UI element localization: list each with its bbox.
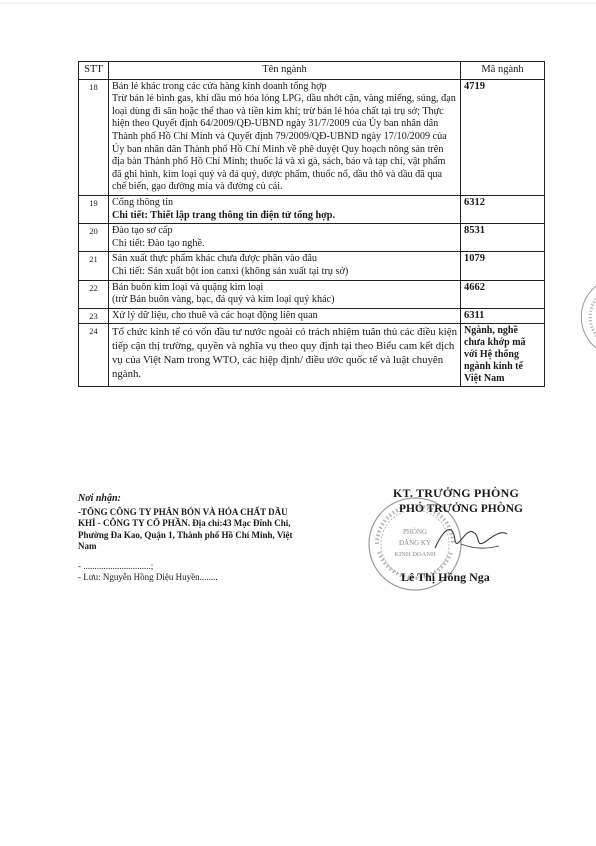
page-top-rule xyxy=(0,0,596,10)
row-name xyxy=(109,79,461,195)
row-stt: 24 xyxy=(79,324,109,387)
row-name xyxy=(109,195,461,223)
row-stt: 18 xyxy=(79,79,109,195)
recipient-line: -TỔNG CÔNG TY PHÂN BÓN VÀ HÓA CHẤT DẦU KHÍ - CÔNG TY CỔ PHẦN. Địa chỉ:43 Mạc Đĩnh Chi, Phường Đa Kao, Quận 1, Thành phố Hồ Chí Minh, Việt Nam xyxy=(78,506,293,551)
row-code: 4662 xyxy=(461,280,545,308)
row-name-title: Sản xuất thực phẩm khác chưa được phân vào đâu xyxy=(112,253,317,265)
table-row xyxy=(79,195,545,223)
margin-stamp xyxy=(552,282,596,352)
recipients-title: Nơi nhận: xyxy=(78,493,121,504)
row-name-title: Cổng thông tin xyxy=(112,196,174,208)
row-code: Ngành, nghề chưa khớp mã với Hệ thống ngành kinh tế Việt Nam xyxy=(461,324,545,387)
row-name-detail: Chi tiết: Sản xuất bột ion canxi (không sản xuất tại trụ sở) xyxy=(112,265,349,277)
recipients-block xyxy=(78,493,293,584)
row-name xyxy=(109,224,461,252)
row-stt: 23 xyxy=(79,308,109,324)
row-name-title: Bán buôn kim loại và quặng kim loại xyxy=(112,281,264,293)
table-header-row xyxy=(79,62,545,80)
business-lines-table xyxy=(78,61,545,387)
table-row xyxy=(79,252,545,280)
row-code: 8531 xyxy=(461,224,545,252)
signature-subtitle: PHÓ TRƯỞNG PHÒNG xyxy=(399,503,523,515)
row-name xyxy=(109,280,461,308)
signature-title: KT. TRƯỞNG PHÒNG xyxy=(393,486,519,500)
signer-name: Lê Thị Hồng Nga xyxy=(401,570,490,584)
recipient-line: - ..............................; xyxy=(78,560,154,571)
row-name-title: Tổ chức kinh tế có vốn đầu tư nước ngoài có trách nhiệm tuân thủ các điều kiện tiếp cận thị trường, quyền và nghĩa vụ theo quy định tại theo Biểu cam kết dịch vụ của Việt Nam trong WTO, các hiệp định/ điều ước quốc tế và luật chuyên ngành. xyxy=(112,326,457,381)
row-code: 6312 xyxy=(461,195,545,223)
table-row xyxy=(79,308,545,324)
row-code: 1079 xyxy=(461,252,545,280)
row-stt: 22 xyxy=(79,280,109,308)
row-name-detail: Trừ bán lẻ bình gas, khí dầu mỏ hóa lỏng LPG, dầu nhớt cặn, vàng miếng, súng, đạn loại dùng đi săn hoặc thể thao và tiền kim khí; trừ bán lẻ hóa chất tại trụ sở; Thực hiện theo Quyết định 64/2009/QĐ-UBND ngày 31/7/2009 của Ủy ban nhân dân Thành phố Hồ Chí Minh và Quyết định 79/2009/QĐ-UBND ngày 17/10/2009 của Ủy ban nhân dân Thành phố Hồ Chí Minh về phê duyệt Quy hoạch nông sản trên địa bàn Thành phố Hồ Chí Minh; thuốc lá và xì gà, sách, báo và tạp chí, vật phẩm đã ghi hình, kim loại quý và đá quý, dược phẩm, thuốc nổ, dầu thô và dầu đã qua chế biến, gạo đường mía và đường củ cải. xyxy=(112,93,456,193)
signature-block xyxy=(375,486,545,646)
row-name-title: Bán lẻ khác trong các cửa hàng kinh doanh tổng hợp xyxy=(112,80,327,92)
table-row xyxy=(79,280,545,308)
column-header-code: Mã ngành xyxy=(461,62,545,80)
row-stt: 20 xyxy=(79,224,109,252)
row-name xyxy=(109,324,461,387)
row-name xyxy=(109,308,461,324)
row-stt: 19 xyxy=(79,195,109,223)
row-name-detail: (trừ Bán buôn vàng, bạc, đá quý và kim loại quý khác) xyxy=(112,294,335,306)
row-code: 6311 xyxy=(461,308,545,324)
row-name xyxy=(109,252,461,280)
table-row xyxy=(79,79,545,195)
row-stt: 21 xyxy=(79,252,109,280)
row-name-detail: Chi tiết: Thiết lập trang thông tin điện tử tổng hợp. xyxy=(112,209,335,221)
row-name-title: Xử lý dữ liệu, cho thuê và các hoạt động liên quan xyxy=(112,309,318,321)
recipient-line: - Lưu: Nguyễn Hồng Diệu Huyền........ xyxy=(78,572,218,582)
stamp-text: ĐĂNG KÝ xyxy=(398,539,432,547)
row-name-title: Đào tạo sơ cấp xyxy=(112,225,173,237)
table-row xyxy=(79,324,545,387)
row-code: 4719 xyxy=(461,79,545,195)
column-header-stt: STT xyxy=(79,62,109,80)
stamp-text: PHÒNG xyxy=(402,528,428,536)
stamp-text: KINH DOANH xyxy=(394,551,436,558)
handwritten-signature xyxy=(431,518,511,558)
column-header-name: Tên ngành xyxy=(109,62,461,80)
row-name-detail: Chi tiết: Đào tạo nghề. xyxy=(112,237,205,249)
table-row xyxy=(79,224,545,252)
